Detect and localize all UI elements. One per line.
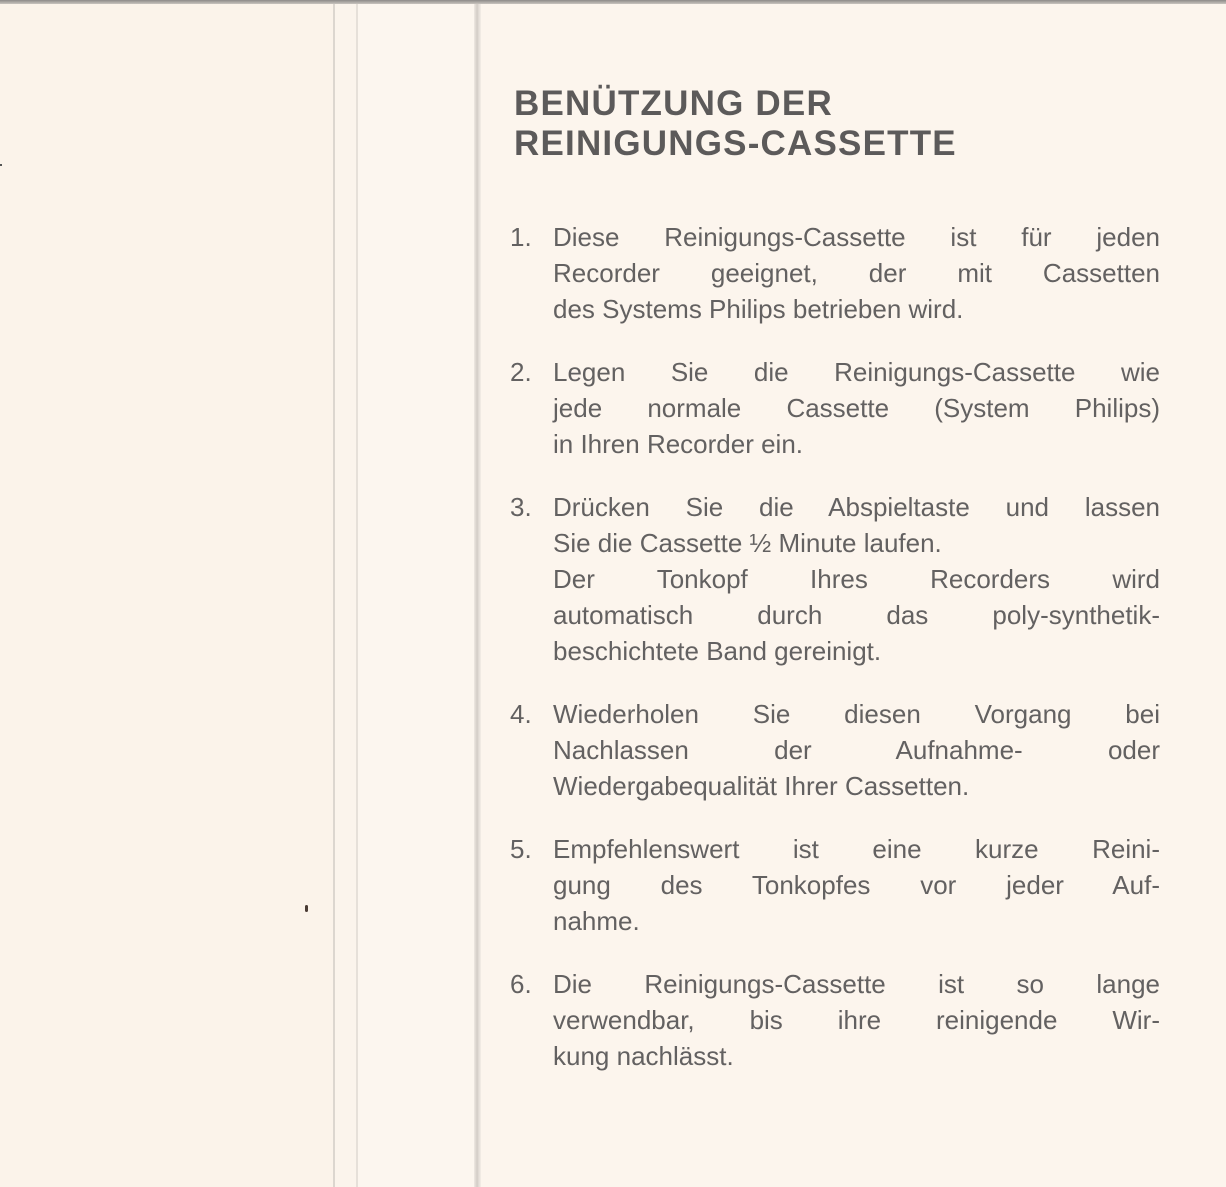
step-text-line: des Systems Philips betrieben wird. <box>553 294 964 324</box>
instruction-steps <box>510 219 1160 1101</box>
step-3 <box>510 489 1160 669</box>
step-text-line: jede normale Cassette (System Philips) <box>553 393 1160 423</box>
step-6 <box>510 966 1160 1074</box>
step-5 <box>510 831 1160 939</box>
step-text-line: gung des Tonkopfes vor jeder Auf- <box>553 870 1160 900</box>
fold-line <box>356 4 358 1187</box>
step-text-line: Nachlassen der Aufnahme- oder <box>553 735 1160 765</box>
step-number: 2. <box>510 357 532 387</box>
step-number: 6. <box>510 969 532 999</box>
step-text-line: Legen Sie die Reinigungs-Cassette wie <box>553 357 1160 387</box>
step-text-line: nahme. <box>553 906 640 936</box>
paper-speck <box>305 905 308 912</box>
step-text-line: kung nachlässt. <box>553 1041 734 1071</box>
fold-line-shadow <box>474 4 481 1187</box>
paper-mark <box>0 164 2 166</box>
step-2 <box>510 354 1160 462</box>
step-text-line: Wiedergabequalität Ihrer Cassetten. <box>553 771 970 801</box>
title-line-1: BENÜTZUNG DER <box>514 84 833 123</box>
step-1 <box>510 219 1160 327</box>
step-text-line: automatisch durch das poly-synthetik- <box>553 600 1160 630</box>
step-text-line: Sie die Cassette ½ Minute laufen. <box>553 528 942 558</box>
step-text-line: Der Tonkopf Ihres Recorders wird <box>553 564 1160 594</box>
step-4 <box>510 696 1160 804</box>
middle-blank-panel <box>358 4 474 1187</box>
left-blank-panel <box>0 4 333 1187</box>
step-number: 5. <box>510 834 532 864</box>
step-number: 4. <box>510 699 532 729</box>
spine-panel <box>335 4 356 1187</box>
step-number: 3. <box>510 492 532 522</box>
step-text-line: Diese Reinigungs-Cassette ist für jeden <box>553 222 1160 252</box>
step-text-line: Drücken Sie die Abspieltaste und lassen <box>553 492 1160 522</box>
step-number: 1. <box>510 222 532 252</box>
step-text-line: Wiederholen Sie diesen Vorgang bei <box>553 699 1160 729</box>
step-text-line: Die Reinigungs-Cassette ist so lange <box>553 969 1160 999</box>
step-text-line: Recorder geeignet, der mit Cassetten <box>553 258 1160 288</box>
step-text-line: verwendbar, bis ihre reinigende Wir- <box>553 1005 1160 1035</box>
fold-line <box>333 4 335 1187</box>
document-title <box>514 84 957 164</box>
title-line-2: REINIGUNGS-CASSETTE <box>514 124 957 163</box>
step-text-line: in Ihren Recorder ein. <box>553 429 804 459</box>
step-text-line: beschichtete Band gereinigt. <box>553 636 882 666</box>
step-text-line: Empfehlenswert ist eine kurze Reini- <box>553 834 1160 864</box>
